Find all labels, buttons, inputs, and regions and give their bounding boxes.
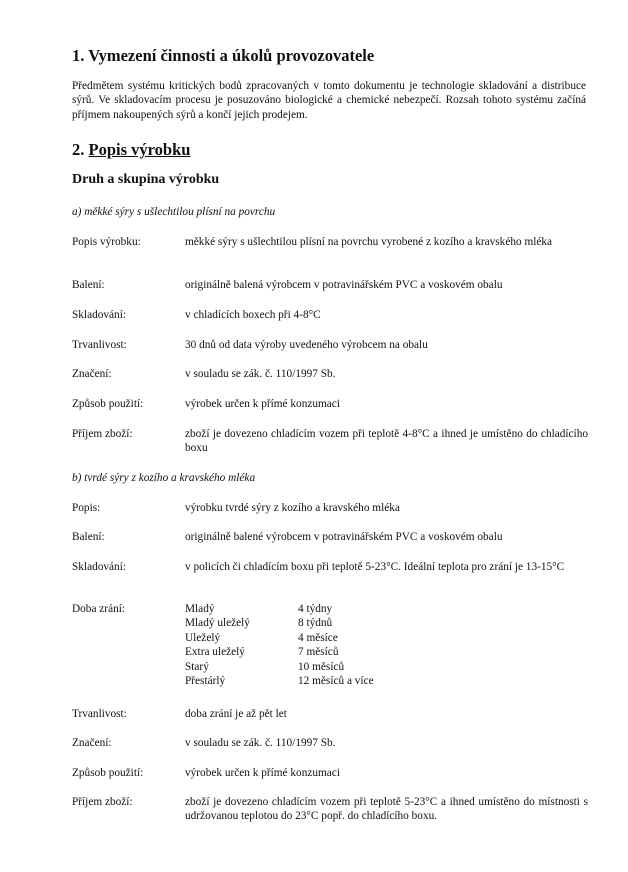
row-label: Balení: bbox=[72, 279, 105, 291]
section-2-heading bbox=[72, 140, 190, 160]
stage-name: Extra uleželý bbox=[185, 646, 245, 659]
section-2-title: Popis výrobku bbox=[88, 140, 191, 159]
section-1-paragraph: Předmětem systému kritických bodů zpracovaných v tomto dokumentu je technologie skladování a distribuce sýrů. Ve skladovacím procesu je posuzováno biologické a chemické nebezpečí. Rozsah tohoto systému začíná příjmem nakoupených sýrů a končí jejich prodejem. bbox=[72, 80, 586, 121]
stage-name: Mladý bbox=[185, 603, 215, 615]
stage-time: 4 týdny bbox=[298, 603, 333, 615]
row-label: Trvanlivost: bbox=[72, 708, 127, 720]
ripening-row bbox=[72, 603, 588, 693]
row-label: Balení: bbox=[72, 531, 105, 543]
section-1-heading: 1. Vymezení činnosti a úkolů provozovatele bbox=[72, 46, 375, 65]
stage-time: 7 měsíců bbox=[298, 646, 339, 659]
stage-name: Přestárlý bbox=[185, 675, 226, 687]
group-a-title: a) měkké sýry s ušlechtilou plísní na povrchu bbox=[72, 206, 276, 218]
product-type-heading: Druh a skupina výrobku bbox=[72, 172, 220, 187]
row-label: Způsob použití: bbox=[72, 767, 144, 779]
row-label: Popis: bbox=[72, 502, 101, 514]
row-value: v souladu se zák. č. 110/1997 Sb. bbox=[185, 368, 336, 380]
row-value: zboží je dovezeno chladícím vozem při teplotě 4-8°C a ihned je umístěno do chladícího boxu bbox=[185, 428, 588, 454]
stage-time: 4 měsíce bbox=[298, 631, 338, 644]
row-label: Příjem zboží: bbox=[72, 796, 133, 808]
row-label: Způsob použití: bbox=[72, 398, 144, 410]
row-value: výrobek určen k přímé konzumaci bbox=[185, 398, 340, 410]
row-value: originálně balená výrobcem v potravinářském PVC a voskovém obalu bbox=[185, 279, 503, 291]
row-value: originálně balené výrobcem v potravinářském PVC a voskovém obalu bbox=[185, 531, 503, 543]
row-label: Značení: bbox=[72, 368, 112, 380]
stage-name: Uleželý bbox=[185, 631, 221, 644]
stage-name: Starý bbox=[185, 660, 209, 673]
row-value: v souladu se zák. č. 110/1997 Sb. bbox=[185, 737, 336, 749]
row-value: měkké sýry s ušlechtilou plísní na povrchu vyrobené z kozího a kravského mléka bbox=[185, 236, 553, 248]
row-value: zboží je dovezeno chladícím vozem při teplotě 5-23°C a ihned umístěno do místnosti s udržovanou teplotou do 23°C popř. do chladícího boxu. bbox=[185, 796, 588, 822]
row-value: výrobku tvrdé sýry z kozího a kravského mléka bbox=[185, 502, 400, 514]
row-label: Popis výrobku: bbox=[72, 236, 141, 248]
stage-time: 12 měsíců a více bbox=[298, 675, 374, 687]
group-b-title: b) tvrdé sýry z kozího a kravského mléka bbox=[72, 472, 256, 484]
row-value: v chladících boxech při 4-8°C bbox=[185, 309, 321, 321]
row-label: Značení: bbox=[72, 737, 112, 749]
section-2-number: 2. bbox=[72, 140, 85, 159]
row-label: Skladování: bbox=[72, 309, 126, 321]
row-value: výrobek určen k přímé konzumaci bbox=[185, 767, 340, 779]
stage-time: 8 týdnů bbox=[298, 617, 333, 630]
row-value: 30 dnů od data výroby uvedeného výrobcem na obalu bbox=[185, 339, 428, 351]
row-value: v policích či chladícím boxu při teplotě 5-23°C. Ideální teplota pro zrání je 13-15°C bbox=[185, 561, 565, 573]
row-value: doba zrání je až pět let bbox=[185, 708, 287, 720]
stage-name: Mladý uleželý bbox=[185, 617, 250, 630]
row-label: Doba zrání: bbox=[72, 603, 126, 615]
row-label: Skladování: bbox=[72, 561, 126, 573]
row-label: Trvanlivost: bbox=[72, 339, 127, 351]
row-label: Příjem zboží: bbox=[72, 428, 133, 440]
stage-time: 10 měsíců bbox=[298, 660, 345, 673]
